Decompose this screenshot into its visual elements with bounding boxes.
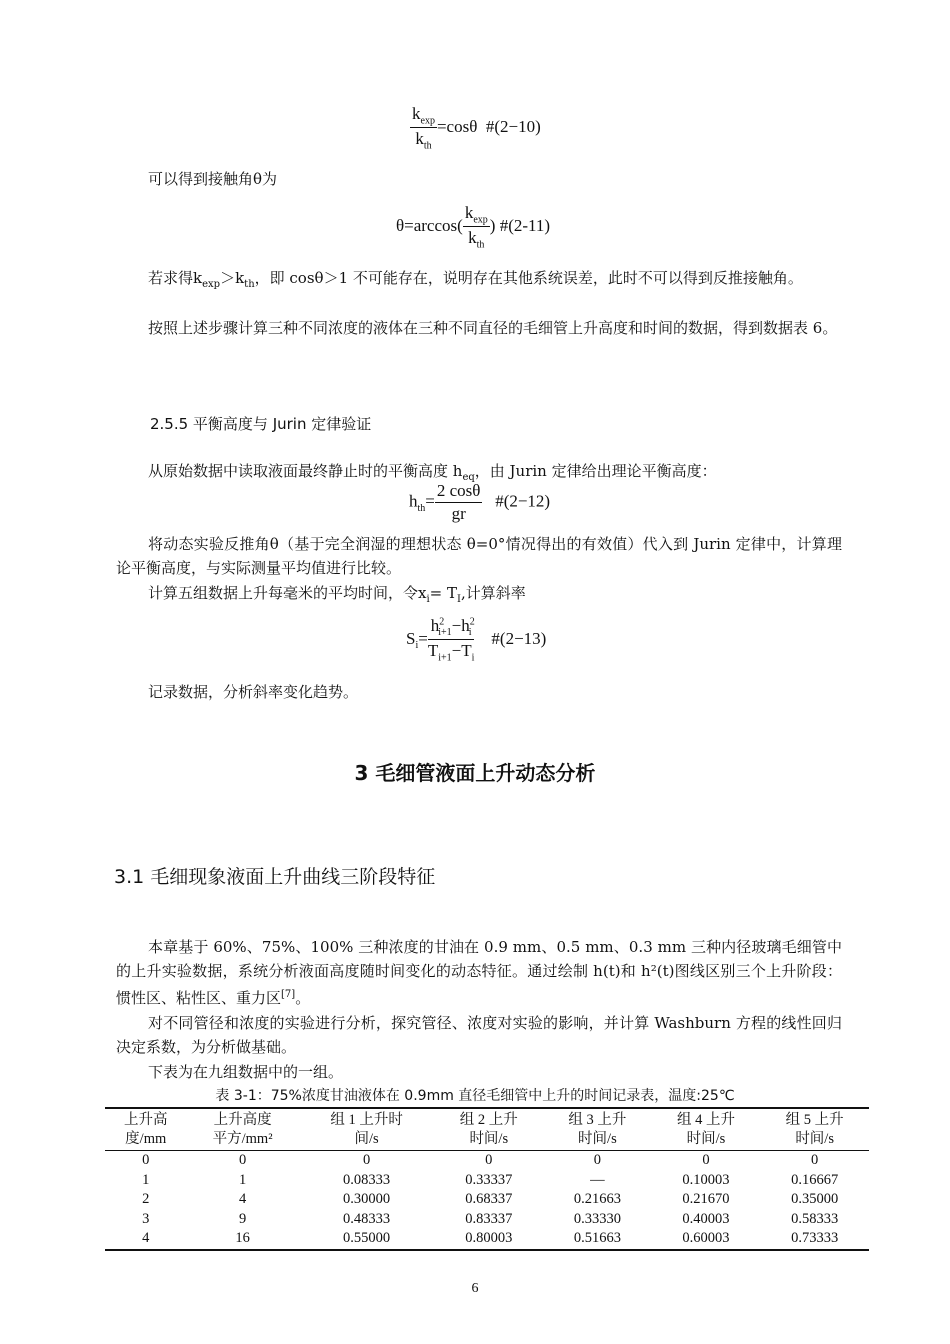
table-cell: 0.60003 [682, 1230, 730, 1246]
equation-tag: #(2-11) [499, 215, 551, 235]
column-header: 组 3 上升 时间/s [568, 1112, 627, 1147]
column-header: 组 2 上升 时间/s [459, 1112, 518, 1147]
table-row [105, 1171, 869, 1191]
table-cell: 0.51663 [573, 1230, 621, 1246]
table-cell: 0.80003 [465, 1230, 513, 1246]
paragraph-equilibrium-height: 从原始数据中读取液面最终静止时的平衡高度 $h_{eq}$，由 Jurin 定律给出理论平衡高度： [148, 462, 717, 483]
table-cell: 0.21670 [682, 1191, 730, 1207]
equation-tag: #(2−12) [495, 491, 551, 511]
table-cell: 9 [238, 1210, 247, 1227]
table-cell: 16 [235, 1230, 250, 1246]
table-cell: — [590, 1171, 605, 1188]
table-cell: 0.40003 [682, 1210, 730, 1227]
section-heading-3-1: 3.1 毛细现象液面上升曲线三阶段特征 [114, 866, 436, 888]
table-cell: 0.55000 [343, 1230, 391, 1246]
equation-tag: #(2−13) [491, 628, 547, 648]
fraction-slope: $\frac{h^2_{i+1}-h^2_i}{T_{i+1}-T_i}$ [427, 616, 475, 664]
equation-2-12: $h_{th}=$ $\frac{2 \cos\theta}{gr}$ #(2−12) [409, 481, 551, 523]
table-row [105, 1190, 869, 1210]
chapter-heading-3: 3 毛细管液面上升动态分析 [354, 761, 596, 785]
table-row [105, 1229, 869, 1250]
table-cell: 0.30000 [343, 1191, 391, 1207]
table-cell: 3 [142, 1210, 150, 1227]
table-cell: 4 [238, 1191, 247, 1207]
table-cell: 0 [142, 1152, 150, 1168]
table-cell: 0.16667 [791, 1171, 839, 1188]
paragraph-analysis: 对不同管径和浓度的实验进行分析，探究管径、浓度对实验的影响，并计算 Washburn 方程的线性回归决定系数，为分析做基础。 [116, 1014, 842, 1056]
data-table [105, 1107, 869, 1251]
paragraph-chapter-intro: 本章基于 60%、75%、100% 三种浓度的甘油在 0.9 mm、0.5 mm、0.3 mm 三种内径玻璃毛细管中的上升实验数据，系统分析液面高度随时间变化的动态特征。通过绘制 h(t)和 h²(t)图线区别三个上升阶段：惯性区、粘性区、重力区[7]。 [116, 938, 842, 1007]
table-cell: 0.48333 [343, 1210, 391, 1227]
table-cell: 0 [362, 1152, 371, 1168]
table-header-row [105, 1108, 869, 1151]
table-cell: 0 [593, 1152, 601, 1168]
column-header: 上升高度 平方/mm² [212, 1112, 273, 1147]
paragraph-error-note: 若求得$k_{exp}>k_{th}$，即 cosθ＞1 不可能存在，说明存在其他系统误差，此时不可以得到反推接触角。 [148, 269, 803, 290]
table-cell: 0.35000 [791, 1191, 839, 1207]
page-number: 6 [471, 1281, 479, 1296]
table-cell: 2 [142, 1191, 150, 1207]
equation-2-13: $S_i=$ $\frac{h^2_{i+1}-h^2_i}{T_{i+1}-T_i}$ #(2−13) [406, 616, 547, 664]
fraction-kexp-over-kth: $\frac{k_{exp}}{k_{th}}$ [412, 104, 435, 152]
fraction-kexp-over-kth: $\frac{k_{exp}}{k_{th}}$ [464, 203, 488, 251]
equation-tag: #(2−10) [485, 116, 541, 136]
equation-2-11: θ=arccos( $\frac{k_{exp}}{k_{th}}$ ) #(2-11) [396, 203, 551, 251]
table-cell: 0 [702, 1152, 710, 1168]
table-cell: 0.83337 [465, 1210, 513, 1227]
table-cell: 1 [142, 1171, 150, 1188]
table-cell: 0 [238, 1152, 247, 1168]
paragraph-procedure: 按照上述步骤计算三种不同浓度的液体在三种不同直径的毛细管上升高度和时间的数据，得到数据表 6。 [148, 319, 838, 337]
table-cell: 0.58333 [791, 1210, 839, 1227]
table-cell: 0.21663 [573, 1191, 621, 1207]
table-cell: 1 [238, 1171, 247, 1188]
table-row [105, 1151, 869, 1171]
column-header: 组 5 上升 时间/s [785, 1112, 844, 1147]
table-cell: 0.08333 [343, 1171, 391, 1188]
table-cell: 0.10003 [682, 1171, 730, 1188]
paragraph-contact-angle: 可以得到接触角θ为 [148, 170, 278, 188]
table-cell: 0.73333 [791, 1230, 839, 1246]
equation-2-10: $\frac{k_{exp}}{k_{th}}$ =cosθ #(2−10) [412, 104, 541, 152]
table-cell: 0.33337 [465, 1171, 513, 1188]
column-header: 上升高 度/mm [123, 1112, 168, 1147]
paragraph-record: 记录数据，分析斜率变化趋势。 [148, 683, 359, 701]
paragraph-table-intro: 下表为在九组数据中的一组。 [148, 1063, 344, 1081]
table-cell: 0 [485, 1152, 493, 1168]
table-cell: 0 [811, 1152, 819, 1168]
column-header: 组 4 上升 时间/s [676, 1112, 735, 1147]
table-cell: 0.68337 [465, 1191, 513, 1207]
table-cell: 4 [142, 1230, 150, 1246]
paragraph-jurin-substitution: 将动态实验反推角θ（基于完全润湿的理想状态 θ=0°情况得出的有效值）代入到 Jurin 定律中，计算理论平衡高度，与实际测量平均值进行比较。 [116, 535, 842, 577]
table-caption: 表 3-1：75%浓度甘油液体在 0.9mm 直径毛细管中上升的时间记录表，温度:25℃ [215, 1088, 735, 1104]
fraction-jurin: $\frac{2 \cos\theta}{gr}$ [436, 481, 481, 523]
table-row [105, 1210, 869, 1230]
section-heading-2-5-5: 2.5.5 平衡高度与 Jurin 定律验证 [150, 415, 372, 433]
table-cell: 0.33330 [573, 1210, 621, 1227]
column-header: 组 1 上升时 间/s [330, 1112, 403, 1147]
paragraph-slope: 计算五组数据上升每毫米的平均时间，令$x_i= T_I$,计算斜率 [148, 584, 526, 605]
